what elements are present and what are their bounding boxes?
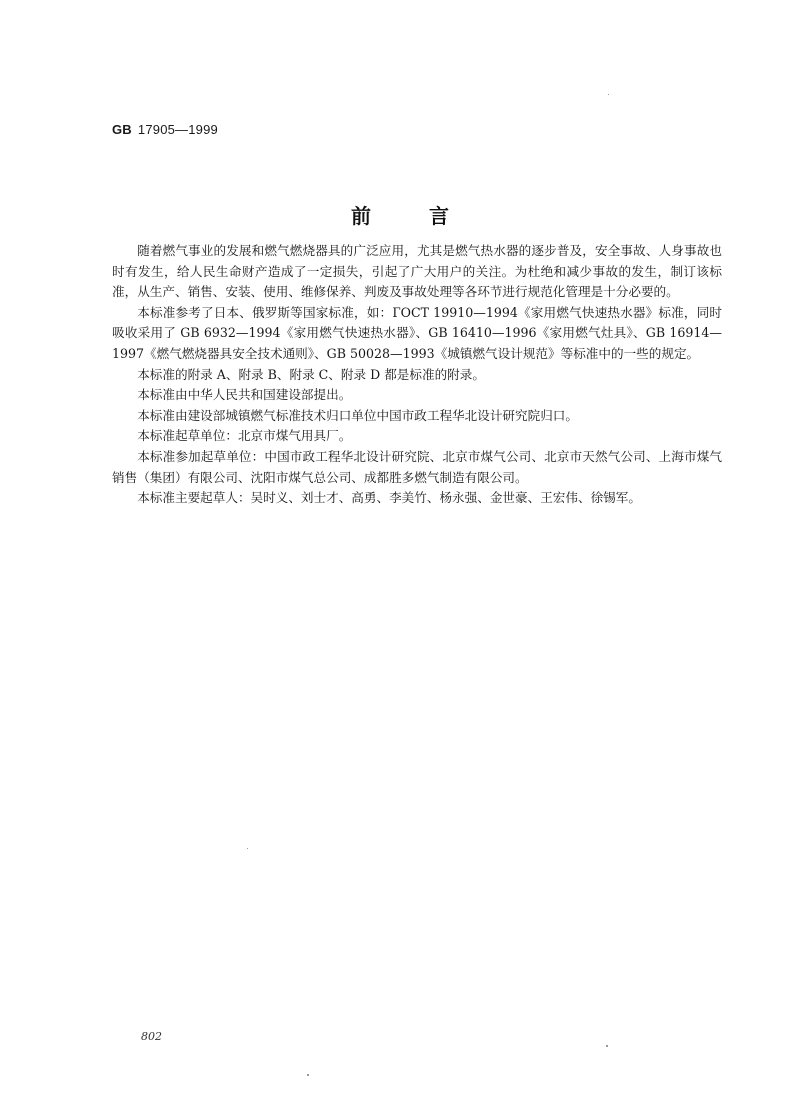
paragraph: 本标准参加起草单位：中国市政工程华北设计研究院、北京市煤气公司、北京市天然气公司、上海市煤气销售（集团）有限公司、沈阳市煤气总公司、成都胜多燃气制造有限公司。 bbox=[112, 448, 722, 485]
scan-speck bbox=[247, 848, 248, 849]
paragraph: 本标准的附录 A、附录 B、附录 C、附录 D 都是标准的附录。 bbox=[137, 366, 485, 382]
standard-number: 17905—1999 bbox=[137, 122, 218, 137]
scan-speck bbox=[307, 1074, 309, 1076]
page-number: 802 bbox=[141, 1030, 162, 1043]
paragraph: 本标准由中华人民共和国建设部提出。 bbox=[137, 387, 352, 403]
page-title: 前言 bbox=[351, 204, 507, 228]
standard-number-header bbox=[112, 122, 218, 137]
scan-speck bbox=[608, 94, 609, 95]
paragraph: 本标准由建设部城镇燃气标准技术归口单位中国市政工程华北设计研究院归口。 bbox=[137, 407, 578, 423]
foreword-body bbox=[112, 241, 722, 509]
scan-speck bbox=[606, 1045, 608, 1047]
standard-prefix: GB bbox=[112, 122, 132, 137]
paragraph: 本标准起草单位：北京市煤气用具厂。 bbox=[137, 428, 352, 444]
paragraph: 本标准主要起草人：吴时义、刘士才、高勇、李美竹、杨永强、金世豪、王宏伟、徐锡军。 bbox=[137, 490, 641, 506]
paragraph: 随着燃气事业的发展和燃气燃烧器具的广泛应用，尤其是燃气热水器的逐步普及，安全事故、人身事故也时有发生，给人民生命财产造成了一定损失，引起了广大用户的关注。为杜绝和减少事故的发生，制订该标准，从生产、销售、安装、使用、维修保养、判废及事故处理等各环节进行规范化管理是十分必要的。 bbox=[112, 243, 722, 300]
paragraph: 本标准参考了日本、俄罗斯等国家标准，如：ГОСТ 19910—1994《家用燃气快速热水器》标准，同时吸收采用了 GB 6932—1994《家用燃气快速热水器》、GB 16410—1996《家用燃气灶具》、GB 16914—1997《燃气燃烧器具安全技术通则》、GB 50028—1993《城镇燃气设计规范》等标准中的一些的规定。 bbox=[112, 304, 722, 361]
